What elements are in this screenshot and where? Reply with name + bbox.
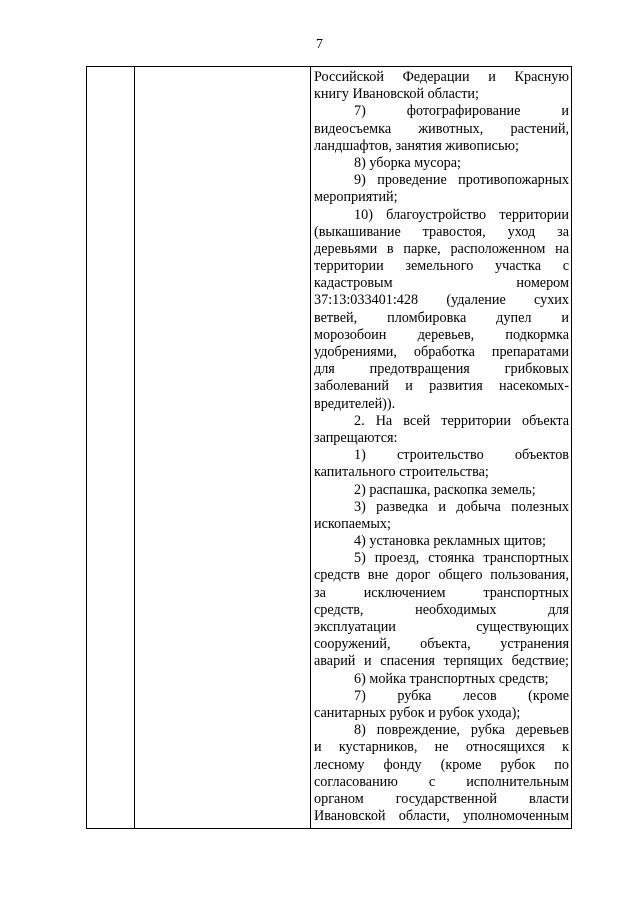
text-line: 4) установка рекламных щитов; (354, 533, 547, 550)
text-line: 7) фотографирование и (354, 103, 569, 120)
text-line: средств вне дорог общего пользования, (314, 567, 569, 584)
text-line: морозобоин деревьев, подкормка (314, 326, 569, 343)
column-divider-1 (134, 67, 135, 828)
text-line: 8) уборка мусора; (354, 154, 461, 171)
text-line: 2) распашка, раскопка земель; (354, 481, 536, 498)
text-line: санитарных рубок и рубок ухода); (314, 704, 521, 721)
text-line: кадастровым номером (314, 275, 569, 292)
text-line: 5) проезд, стоянка транспортных (354, 550, 569, 567)
text-line: видеосъемка животных, растений, (314, 120, 569, 137)
text-line: для предотвращения грибковых (314, 361, 569, 378)
requirements-text-cell (314, 69, 569, 825)
text-line: 3) разведка и добыча полезных (354, 498, 569, 515)
text-line: запрещаются: (314, 429, 398, 446)
text-line: 2. На всей территории объекта (354, 412, 569, 429)
column-divider-2 (310, 67, 311, 828)
text-line: Российской Федерации и Красную (314, 69, 569, 85)
text-line: согласованию с исполнительным (314, 773, 569, 790)
text-line: ископаемых; (314, 515, 391, 532)
page-number: 7 (316, 37, 323, 52)
text-line: книгу Ивановской области; (314, 86, 479, 103)
text-line: деревьями в парке, расположенном на (314, 240, 569, 257)
text-line: и кустарников, не относящихся к (314, 739, 569, 756)
text-line: удобрениями, обработка препаратами (314, 344, 569, 360)
text-line: ветвей, пломбировка дупел и (314, 309, 569, 326)
text-line: 10) благоустройство территории (354, 206, 569, 223)
text-line: за исключением транспортных (314, 584, 569, 601)
text-line: капитального строительства; (314, 464, 489, 481)
text-line: Ивановской области, уполномоченным (314, 808, 569, 825)
text-line: территории земельного участка с (314, 258, 569, 275)
text-line: заболеваний и развития насекомых- (314, 378, 569, 395)
text-line: мероприятий; (314, 189, 398, 206)
text-line: средств, необходимых для (314, 601, 569, 618)
text-line: эксплуатации существующих (314, 619, 569, 635)
text-line: лесному фонду (кроме рубок по (314, 756, 569, 773)
text-line: органом государственной власти (314, 790, 569, 807)
text-line: вредителей)). (314, 395, 396, 412)
text-line: 6) мойка транспортных средств; (354, 670, 549, 687)
text-line: аварий и спасения терпящих бедствие; (314, 653, 569, 670)
text-line: 9) проведение противопожарных (354, 172, 569, 189)
text-line: 7) рубка лесов (кроме (354, 687, 569, 704)
regulation-table (86, 66, 572, 829)
text-line: 8) повреждение, рубка деревьев (354, 722, 569, 739)
text-line: 37:13:033401:428 (удаление сухих (314, 292, 569, 309)
text-line: сооружений, объекта, устранения (314, 636, 569, 653)
text-line: 1) строительство объектов (354, 447, 569, 464)
text-line: ландшафтов, занятия живописью; (314, 137, 519, 154)
text-line: (выкашивание травостоя, уход за (314, 223, 569, 240)
